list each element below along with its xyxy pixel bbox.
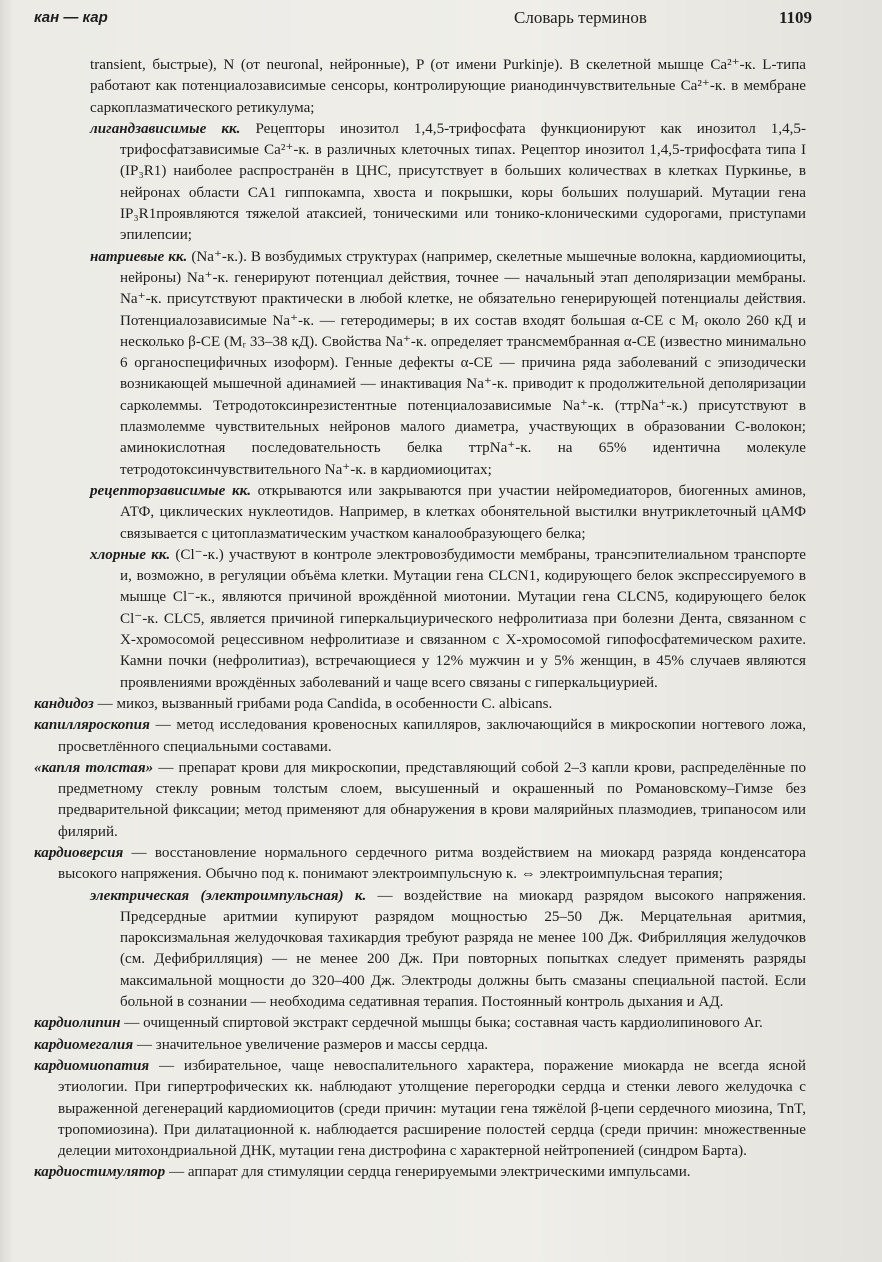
entry-term: кардиостимулятор [34,1164,166,1181]
entry-term: капилляроскопия [34,717,150,734]
entry-term: кандидоз [34,695,94,712]
entry-candidiasis: кандидоз — микоз, вызванный грибами рода Candida, в особенности C. albicans. [34,695,553,712]
subentry-term: электрическая (электроимпульсная) к. [90,887,367,904]
subentry-term: хлорные кк. [90,546,171,563]
subentry-electrical-cardioversion: электрическая (электроимпульсная) к. — воздействие на миокард разрядом высокого напряжения. Предсердные аритмии купируют разрядом мощностью 25–50 Дж. Мерцательная аритмия, пароксизмальная желудочковая тахикардия требуют разряда не менее 100 Дж. Фибрилляция желудочков (см. Дефибрилляция) — не менее 200 Дж. При повторных попытках следует применять разряды максимальной мощности до 320–400 Дж. Электроды должны быть смазаны специальной пастой. Если больной в сознании — необходима седативная терапия. Постоянный контроль дыхания и АД. [90,887,806,1011]
entry-capillaroscopy: капилляроскопия — метод исследования кровеносных капилляров, заключающийся в микроскопии ногтевого ложа, просветлённого специальными составами. [34,717,806,755]
entry-term: кардиомиопатия [34,1057,150,1074]
entry-continuation: transient, быстрые), N (от neuronal, нейронные), P (от имени Purkinje). В скелетной мышце Ca²⁺-к. L-типа работают как потенциалозависимые сенсоры, контролирующие рианодинчувствительные Ca²⁺-к. в мембране саркоплазматического ретикулума; [90,57,806,116]
subentry-chloride: хлорные кк. (Cl⁻-к.) участвуют в контроле электровозбудимости мембраны, трансэпителиальном транспорте и, возможно, в регуляции объёма клетки. Мутации гена CLCN1, кодирующего белок экспрессируемого в мышце Cl⁻-к., являются причиной врождённой миотонии. Мутации гена CLCN5, кодирующего белок Cl⁻-к. CLC5, является причиной гиперкальциурического нефролитиаза при болезни Дента, связанном с X-хромосомой рецессивном нефролитиазе и связанном с X-хромосомой гипофосфатемическом рахите. Камни почки (нефролитиаз), встречающиеся у 12% мужчин и у 5% женщин, в 45% случаев являются проявлениями врождённых заболеваний и чаще всего связаны с гиперкальциурией. [90,546,806,691]
dictionary-body [34,55,806,1184]
subentry-term: рецепторзависимые кк. [90,482,252,499]
entry-term: кардиомегалия [34,1036,134,1053]
running-head-range: кан — кар [34,9,108,26]
entry-cardiolipin: кардиолипин — очищенный спиртовой экстракт сердечной мышцы быка; составная часть кардиолипинового Аг. [34,1015,763,1032]
entry-cardiomyopathy: кардиомиопатия — избирательное, чаще невоспалительного характера, поражение миокарда не всегда ясной этиологии. При гипертрофических кк. наблюдают утолщение перегородки сердца и стенки левого желудочка с выраженной дегенераций кардиомиоцитов (среди причин: мутации гена тяжёлой β-цепи сердечного миозина, TnT, тропомиозина). При дилатационной к. наблюдается расширение полостей сердца (среди причин: множественные делеции митохондриальной ДНК, мутации гена дистрофина с характерной нейтропенией (синдром Барта). [34,1057,806,1160]
subentry-ligand-gated: лигандзависимые кк. Рецепторы инозитол 1,4,5-трифосфата функционируют как инозитол 1,4,5-трифосфатзависимые Ca²⁺-к. в различных клеточных типах. Рецептор инозитол 1,4,5-трифосфата типа I (IP₃R1) наиболее распространён в ЦНС, присутствует в больших количествах в клетках Пуркинье, в нейронах области CA1 гиппокампа, хвоста и покрышки, коры больших полушарий. Мутации гена IP₃R1проявляются тяжелой атаксией, тоническими или тонико-клоническими судорогами, приступами эпилепсии; [90,120,806,244]
entry-term: «капля толстая» [34,759,154,776]
entry-cardiomegaly: кардиомегалия — значительное увеличение размеров и массы сердца. [34,1036,489,1053]
page-header [34,6,812,30]
entry-cardioversion: кардиоверсия — восстановление нормального сердечного ритма воздействием на миокард разряда конденсатора высокого напряжения. Обычно под к. понимают электроимпульсную к. ⇔ электроимпульсная терапия; [34,844,806,883]
subentry-term: натриевые кк. [90,248,188,265]
subentry-sodium: натриевые кк. (Na⁺-к.). В возбудимых структурах (например, скелетные мышечные волокна, кардиомиоциты, нейроны) Na⁺-к. генерируют потенциал действия, точнее — начальный этап деполяризации мембраны. Na⁺-к. присутствуют практически в любой клетке, не обязательно генерирующей потенциалы действия. Потенциалозависимые Na⁺-к. — гетеродимеры; в их состав входят большая α-CE с Mᵣ около 260 кД и несколько β-CE (Mᵣ 33–38 кД). Свойства Na⁺-к. определяет трансмембранная α-CE (известно минимально 6 органоспецифичных изоформ). Генные дефекты α-CE — причина ряда заболеваний с эпизодически возникающей мышечной адинамией — инактивация Na⁺-к. приводит к продолжительной деполяризации сарколеммы. Тетродотоксинрезистентные потенциалозависимые Na⁺-к. (ттрNa⁺-к.) присутствуют в плазмолемме чувствительных нейронов малого диаметра, участвующих в образовании C-волокон; аминокислотная последовательность белка ттрNa⁺-к. на 65% идентична молекуле тетродотоксинчувствительного Na⁺-к. в кардиомиоцитах; [90,248,806,478]
subentry-receptor-gated: рецепторзависимые кк. открываются или закрываются при участии нейромедиаторов, биогенных аминов, АТФ, циклических нуклеотидов. Например, в клетках обонятельной выстилки внутриклеточный цАМФ связывается с цитоплазматическим участком каналообразующего белка; [90,482,806,542]
page-number: 1109 [778,8,812,27]
entry-pacemaker: кардиостимулятор — аппарат для стимуляции сердца генерируемыми электрическими импульсами. [34,1164,691,1181]
subentry-term: лигандзависимые кк. [90,120,241,137]
entry-thick-drop: «капля толстая» — препарат крови для микроскопии, представляющий собой 2–3 капли крови, распределённые по предметному стеклу ровным толстым слоем, высушенный и окрашенный по Романовскому–Гимзе без предварительной фиксации; метод применяют для обнаружения в крови малярийных плазмодиев, трипаносом или филярий. [34,759,807,840]
entry-term: кардиоверсия [34,844,124,861]
entry-term: кардиолипин [34,1015,121,1032]
running-head-title: Словарь терминов [514,8,647,27]
